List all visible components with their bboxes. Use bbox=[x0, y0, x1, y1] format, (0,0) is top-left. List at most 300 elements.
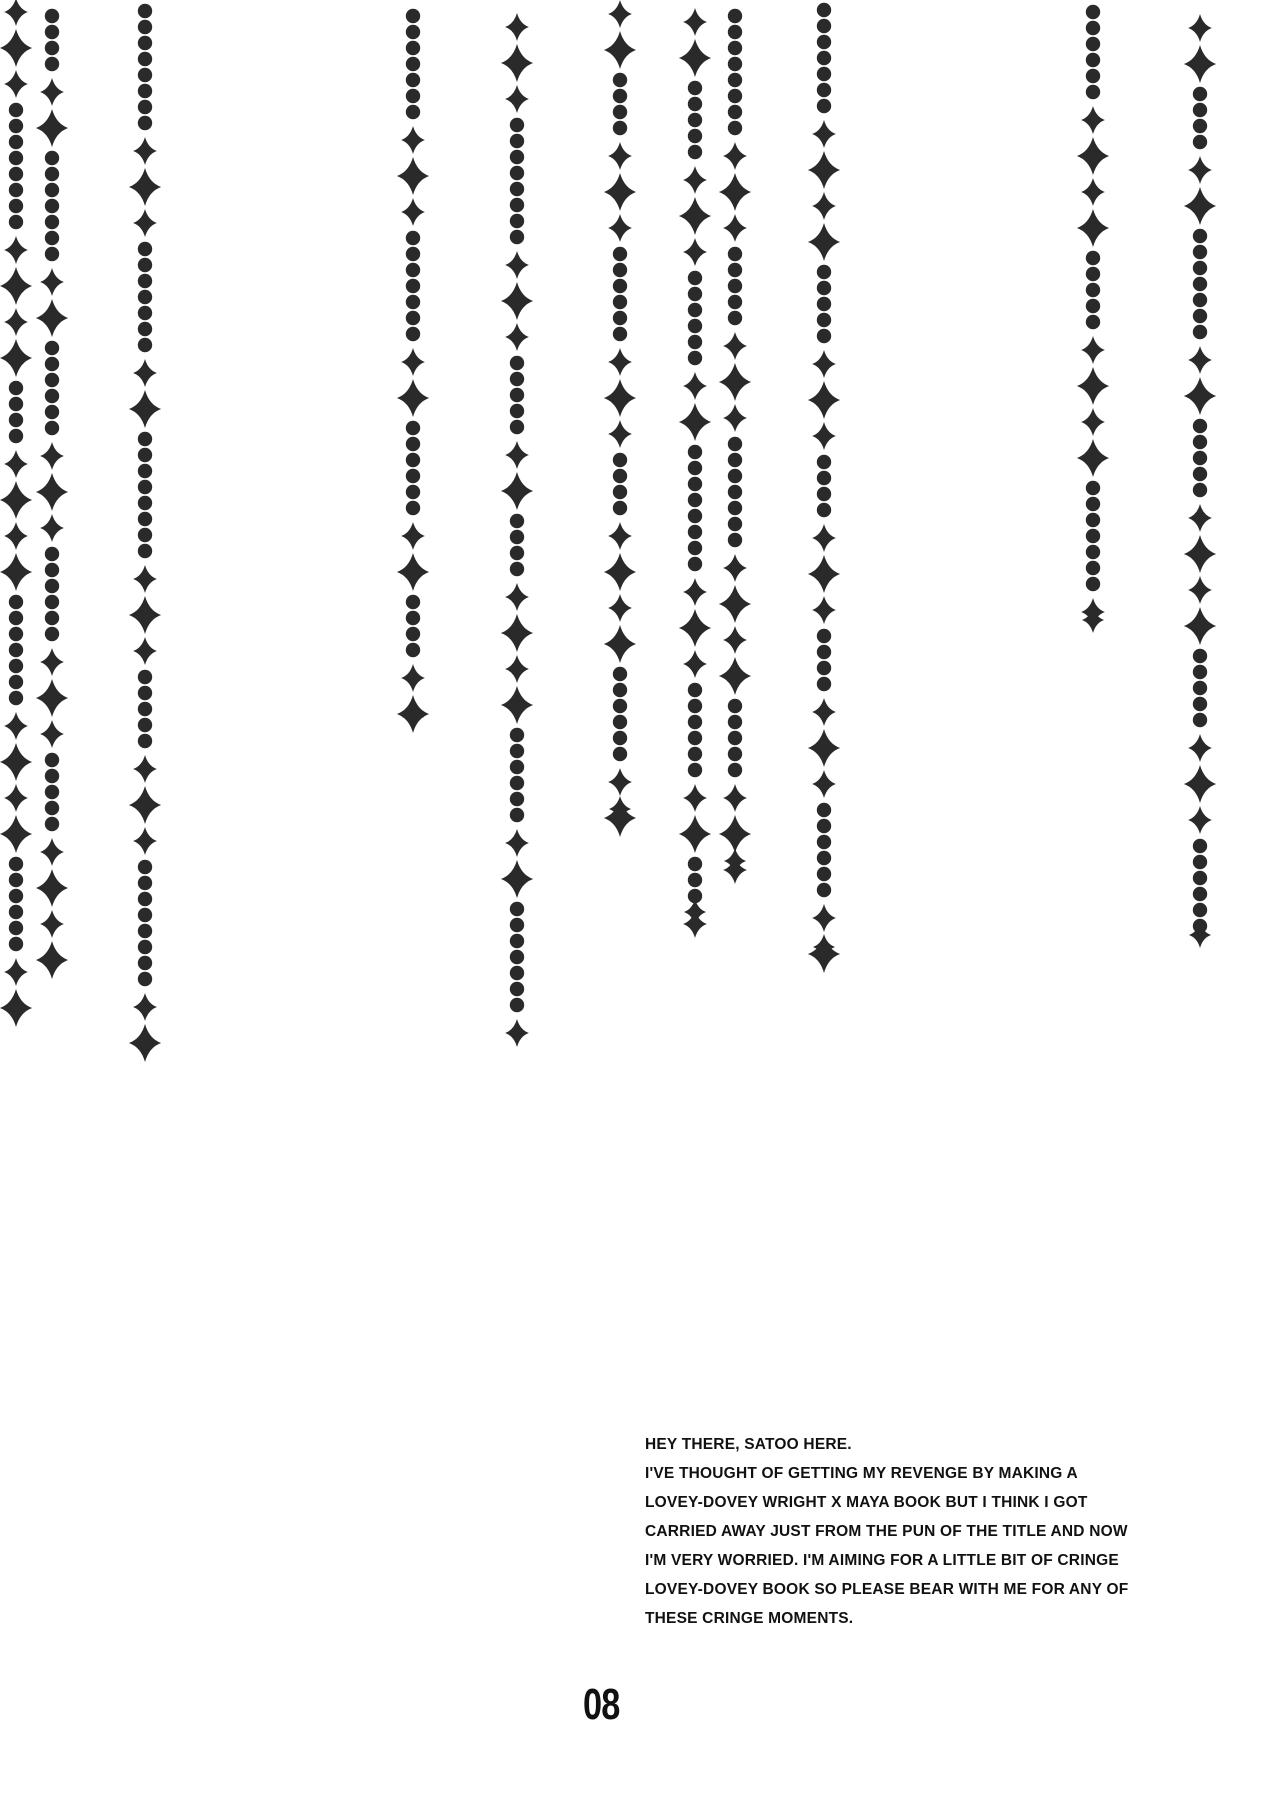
round-bead bbox=[613, 295, 627, 309]
star-bead bbox=[1188, 14, 1212, 42]
round-bead bbox=[138, 84, 152, 98]
round-bead bbox=[406, 469, 420, 483]
round-bead bbox=[510, 198, 524, 212]
star-bead bbox=[1184, 535, 1216, 573]
round-bead bbox=[1086, 21, 1100, 35]
round-bead bbox=[1193, 467, 1207, 481]
round-bead bbox=[138, 670, 152, 684]
round-bead bbox=[688, 493, 702, 507]
round-bead bbox=[45, 785, 59, 799]
round-bead bbox=[9, 857, 23, 871]
star-bead bbox=[505, 441, 529, 469]
star-bead bbox=[1184, 45, 1216, 83]
round-bead bbox=[688, 699, 702, 713]
star-bead bbox=[808, 381, 840, 419]
star-bead bbox=[608, 594, 632, 622]
star-bead bbox=[683, 650, 707, 678]
round-bead bbox=[9, 429, 23, 443]
round-bead bbox=[728, 501, 742, 515]
round-bead bbox=[9, 595, 23, 609]
round-bead bbox=[45, 579, 59, 593]
round-bead bbox=[510, 744, 524, 758]
round-bead bbox=[138, 686, 152, 700]
round-bead bbox=[406, 89, 420, 103]
star-bead bbox=[0, 29, 32, 67]
round-bead bbox=[688, 763, 702, 777]
star-bead bbox=[133, 637, 157, 665]
star-bead bbox=[683, 578, 707, 606]
round-bead bbox=[138, 528, 152, 542]
round-bead bbox=[728, 469, 742, 483]
round-bead bbox=[728, 121, 742, 135]
round-bead bbox=[613, 73, 627, 87]
round-bead bbox=[406, 41, 420, 55]
star-bead bbox=[505, 13, 529, 41]
round-bead bbox=[728, 25, 742, 39]
bead-strand bbox=[1184, 14, 1216, 948]
round-bead bbox=[817, 83, 831, 97]
bead-strand bbox=[36, 9, 68, 979]
round-bead bbox=[1193, 119, 1207, 133]
star-bead bbox=[679, 39, 711, 77]
round-bead bbox=[406, 501, 420, 515]
round-bead bbox=[817, 281, 831, 295]
round-bead bbox=[45, 421, 59, 435]
round-bead bbox=[613, 731, 627, 745]
star-bead bbox=[608, 522, 632, 550]
round-bead bbox=[45, 563, 59, 577]
star-bead bbox=[133, 755, 157, 783]
round-bead bbox=[728, 747, 742, 761]
round-bead bbox=[817, 19, 831, 33]
star-bead bbox=[1184, 765, 1216, 803]
page-number: 08 bbox=[583, 1680, 620, 1729]
round-bead bbox=[613, 747, 627, 761]
star-bead bbox=[812, 192, 836, 220]
round-bead bbox=[728, 41, 742, 55]
round-bead bbox=[817, 629, 831, 643]
round-bead bbox=[817, 471, 831, 485]
star-bead bbox=[1188, 504, 1212, 532]
round-bead bbox=[45, 215, 59, 229]
round-bead bbox=[1193, 419, 1207, 433]
round-bead bbox=[688, 541, 702, 555]
round-bead bbox=[728, 295, 742, 309]
round-bead bbox=[138, 52, 152, 66]
round-bead bbox=[138, 496, 152, 510]
star-bead bbox=[505, 251, 529, 279]
round-bead bbox=[9, 611, 23, 625]
round-bead bbox=[138, 242, 152, 256]
round-bead bbox=[138, 20, 152, 34]
star-bead bbox=[4, 784, 28, 812]
round-bead bbox=[45, 57, 59, 71]
star-bead bbox=[1077, 209, 1109, 247]
round-bead bbox=[688, 287, 702, 301]
bead-strand bbox=[808, 3, 840, 973]
star-bead bbox=[40, 720, 64, 748]
round-bead bbox=[45, 167, 59, 181]
round-bead bbox=[406, 231, 420, 245]
star-bead bbox=[36, 869, 68, 907]
star-bead bbox=[719, 173, 751, 211]
round-bead bbox=[138, 306, 152, 320]
round-bead bbox=[817, 835, 831, 849]
round-bead bbox=[138, 290, 152, 304]
round-bead bbox=[613, 121, 627, 135]
star-bead bbox=[1184, 607, 1216, 645]
round-bead bbox=[510, 388, 524, 402]
note-line: THESE CRINGE MOMENTS. bbox=[645, 1610, 854, 1627]
star-bead bbox=[812, 698, 836, 726]
star-bead bbox=[683, 166, 707, 194]
star-bead bbox=[812, 904, 836, 932]
round-bead bbox=[9, 215, 23, 229]
star-bead bbox=[723, 404, 747, 432]
round-bead bbox=[45, 627, 59, 641]
round-bead bbox=[728, 9, 742, 23]
star-bead bbox=[505, 655, 529, 683]
round-bead bbox=[510, 166, 524, 180]
star-bead bbox=[0, 267, 32, 305]
round-bead bbox=[817, 51, 831, 65]
round-bead bbox=[688, 557, 702, 571]
round-bead bbox=[138, 940, 152, 954]
note-line: I'M VERY WORRIED. I'M AIMING FOR A LITTLE BIT OF CRINGE bbox=[645, 1552, 1119, 1569]
star-bead bbox=[501, 860, 533, 898]
star-bead bbox=[1081, 106, 1105, 134]
round-bead bbox=[510, 792, 524, 806]
round-bead bbox=[817, 297, 831, 311]
round-bead bbox=[613, 699, 627, 713]
star-bead bbox=[812, 120, 836, 148]
round-bead bbox=[45, 41, 59, 55]
round-bead bbox=[45, 151, 59, 165]
round-bead bbox=[45, 25, 59, 39]
round-bead bbox=[9, 873, 23, 887]
round-bead bbox=[1193, 681, 1207, 695]
round-bead bbox=[45, 817, 59, 831]
bead-strand bbox=[129, 4, 161, 1062]
round-bead bbox=[613, 667, 627, 681]
star-bead bbox=[608, 420, 632, 448]
round-bead bbox=[510, 420, 524, 434]
round-bead bbox=[9, 103, 23, 117]
round-bead bbox=[9, 675, 23, 689]
round-bead bbox=[613, 469, 627, 483]
star-bead bbox=[0, 743, 32, 781]
star-bead bbox=[40, 838, 64, 866]
star-bead bbox=[4, 308, 28, 336]
round-bead bbox=[1193, 135, 1207, 149]
star-bead bbox=[133, 359, 157, 387]
star-bead bbox=[133, 993, 157, 1021]
star-bead bbox=[723, 142, 747, 170]
star-bead bbox=[40, 442, 64, 470]
round-bead bbox=[45, 247, 59, 261]
round-bead bbox=[138, 432, 152, 446]
star-bead bbox=[683, 372, 707, 400]
bead-strand bbox=[397, 9, 429, 733]
round-bead bbox=[817, 645, 831, 659]
round-bead bbox=[1086, 85, 1100, 99]
star-bead bbox=[683, 238, 707, 266]
round-bead bbox=[728, 311, 742, 325]
star-bead bbox=[0, 481, 32, 519]
round-bead bbox=[817, 67, 831, 81]
round-bead bbox=[9, 937, 23, 951]
round-bead bbox=[817, 99, 831, 113]
star-bead bbox=[501, 472, 533, 510]
star-bead bbox=[4, 70, 28, 98]
round-bead bbox=[728, 437, 742, 451]
round-bead bbox=[406, 453, 420, 467]
round-bead bbox=[510, 230, 524, 244]
round-bead bbox=[1193, 665, 1207, 679]
round-bead bbox=[45, 801, 59, 815]
round-bead bbox=[9, 643, 23, 657]
round-bead bbox=[9, 691, 23, 705]
bead-strand bbox=[679, 8, 711, 938]
round-bead bbox=[510, 404, 524, 418]
star-bead bbox=[40, 910, 64, 938]
round-bead bbox=[9, 905, 23, 919]
round-bead bbox=[728, 453, 742, 467]
round-bead bbox=[9, 397, 23, 411]
round-bead bbox=[510, 808, 524, 822]
star-bead bbox=[5, 997, 27, 1023]
round-bead bbox=[406, 611, 420, 625]
round-bead bbox=[406, 327, 420, 341]
round-bead bbox=[613, 453, 627, 467]
star-bead bbox=[0, 553, 32, 591]
star-bead bbox=[133, 827, 157, 855]
round-bead bbox=[688, 113, 702, 127]
bead-strand bbox=[604, 0, 636, 837]
round-bead bbox=[9, 659, 23, 673]
round-bead bbox=[1193, 325, 1207, 339]
round-bead bbox=[817, 329, 831, 343]
round-bead bbox=[728, 105, 742, 119]
round-bead bbox=[510, 760, 524, 774]
author-note bbox=[645, 1430, 1128, 1633]
star-bead bbox=[129, 168, 161, 206]
star-bead bbox=[604, 379, 636, 417]
star-bead bbox=[4, 712, 28, 740]
star-bead bbox=[808, 555, 840, 593]
star-bead bbox=[4, 522, 28, 550]
round-bead bbox=[817, 867, 831, 881]
round-bead bbox=[728, 73, 742, 87]
round-bead bbox=[817, 487, 831, 501]
round-bead bbox=[9, 183, 23, 197]
round-bead bbox=[406, 279, 420, 293]
round-bead bbox=[613, 327, 627, 341]
round-bead bbox=[45, 357, 59, 371]
round-bead bbox=[1086, 481, 1100, 495]
bead-strand bbox=[719, 9, 751, 884]
star-bead bbox=[40, 514, 64, 542]
round-bead bbox=[1193, 103, 1207, 117]
round-bead bbox=[688, 509, 702, 523]
round-bead bbox=[510, 134, 524, 148]
round-bead bbox=[817, 803, 831, 817]
round-bead bbox=[688, 715, 702, 729]
round-bead bbox=[138, 68, 152, 82]
star-bead bbox=[683, 784, 707, 812]
round-bead bbox=[728, 57, 742, 71]
round-bead bbox=[510, 356, 524, 370]
star-bead bbox=[41, 945, 63, 971]
round-bead bbox=[510, 998, 524, 1012]
round-bead bbox=[406, 73, 420, 87]
star-bead bbox=[1188, 734, 1212, 762]
star-bead bbox=[397, 553, 429, 591]
round-bead bbox=[1193, 229, 1207, 243]
round-bead bbox=[688, 129, 702, 143]
round-bead bbox=[138, 544, 152, 558]
round-bead bbox=[45, 753, 59, 767]
star-bead bbox=[1189, 922, 1211, 948]
round-bead bbox=[9, 119, 23, 133]
round-bead bbox=[1193, 87, 1207, 101]
round-bead bbox=[138, 480, 152, 494]
star-bead bbox=[1077, 439, 1109, 477]
round-bead bbox=[688, 525, 702, 539]
round-bead bbox=[510, 902, 524, 916]
round-bead bbox=[613, 715, 627, 729]
round-bead bbox=[1086, 545, 1100, 559]
round-bead bbox=[1086, 251, 1100, 265]
round-bead bbox=[1086, 53, 1100, 67]
star-bead bbox=[684, 899, 706, 925]
star-bead bbox=[604, 625, 636, 663]
round-bead bbox=[138, 338, 152, 352]
round-bead bbox=[406, 295, 420, 309]
round-bead bbox=[728, 485, 742, 499]
star-bead bbox=[723, 626, 747, 654]
round-bead bbox=[138, 448, 152, 462]
star-bead bbox=[723, 554, 747, 582]
round-bead bbox=[138, 876, 152, 890]
round-bead bbox=[9, 627, 23, 641]
star-bead bbox=[402, 704, 424, 730]
star-bead bbox=[401, 126, 425, 154]
round-bead bbox=[510, 950, 524, 964]
round-bead bbox=[45, 9, 59, 23]
round-bead bbox=[510, 530, 524, 544]
star-bead bbox=[604, 31, 636, 69]
round-bead bbox=[510, 966, 524, 980]
star-bead bbox=[679, 609, 711, 647]
star-bead bbox=[401, 348, 425, 376]
star-bead bbox=[719, 585, 751, 623]
star-bead bbox=[719, 363, 751, 401]
round-bead bbox=[138, 860, 152, 874]
round-bead bbox=[613, 89, 627, 103]
round-bead bbox=[1193, 435, 1207, 449]
round-bead bbox=[728, 89, 742, 103]
star-bead bbox=[133, 565, 157, 593]
round-bead bbox=[1086, 283, 1100, 297]
round-bead bbox=[406, 627, 420, 641]
round-bead bbox=[406, 643, 420, 657]
round-bead bbox=[1193, 839, 1207, 853]
round-bead bbox=[1086, 37, 1100, 51]
star-bead bbox=[40, 648, 64, 676]
star-bead bbox=[723, 332, 747, 360]
round-bead bbox=[688, 97, 702, 111]
round-bead bbox=[1193, 309, 1207, 323]
star-bead bbox=[129, 390, 161, 428]
star-bead bbox=[1188, 806, 1212, 834]
round-bead bbox=[45, 231, 59, 245]
star-bead bbox=[505, 85, 529, 113]
star-bead bbox=[812, 350, 836, 378]
round-bead bbox=[510, 372, 524, 386]
round-bead bbox=[1086, 577, 1100, 591]
star-bead bbox=[604, 553, 636, 591]
round-bead bbox=[688, 461, 702, 475]
round-bead bbox=[688, 319, 702, 333]
round-bead bbox=[9, 199, 23, 213]
star-bead bbox=[604, 173, 636, 211]
round-bead bbox=[1086, 267, 1100, 281]
star-bead bbox=[40, 78, 64, 106]
star-bead bbox=[4, 0, 28, 26]
star-bead bbox=[608, 348, 632, 376]
round-bead bbox=[406, 57, 420, 71]
star-bead bbox=[812, 422, 836, 450]
star-bead bbox=[40, 268, 64, 296]
round-bead bbox=[613, 683, 627, 697]
round-bead bbox=[45, 373, 59, 387]
star-bead bbox=[401, 664, 425, 692]
round-bead bbox=[45, 341, 59, 355]
round-bead bbox=[613, 263, 627, 277]
round-bead bbox=[45, 183, 59, 197]
round-bead bbox=[688, 477, 702, 491]
star-bead bbox=[1081, 178, 1105, 206]
star-bead bbox=[4, 450, 28, 478]
round-bead bbox=[510, 150, 524, 164]
star-bead bbox=[1081, 408, 1105, 436]
star-bead bbox=[1184, 377, 1216, 415]
round-bead bbox=[138, 4, 152, 18]
round-bead bbox=[613, 105, 627, 119]
round-bead bbox=[728, 247, 742, 261]
star-bead bbox=[808, 151, 840, 189]
round-bead bbox=[688, 271, 702, 285]
round-bead bbox=[138, 322, 152, 336]
round-bead bbox=[510, 214, 524, 228]
star-bead bbox=[501, 282, 533, 320]
round-bead bbox=[510, 546, 524, 560]
round-bead bbox=[510, 562, 524, 576]
star-bead bbox=[0, 815, 32, 853]
star-bead bbox=[36, 299, 68, 337]
round-bead bbox=[9, 167, 23, 181]
round-bead bbox=[817, 3, 831, 17]
round-bead bbox=[138, 274, 152, 288]
star-bead bbox=[36, 109, 68, 147]
star-bead bbox=[812, 596, 836, 624]
round-bead bbox=[613, 279, 627, 293]
round-bead bbox=[688, 351, 702, 365]
star-bead bbox=[4, 236, 28, 264]
round-bead bbox=[138, 100, 152, 114]
round-bead bbox=[1086, 299, 1100, 313]
